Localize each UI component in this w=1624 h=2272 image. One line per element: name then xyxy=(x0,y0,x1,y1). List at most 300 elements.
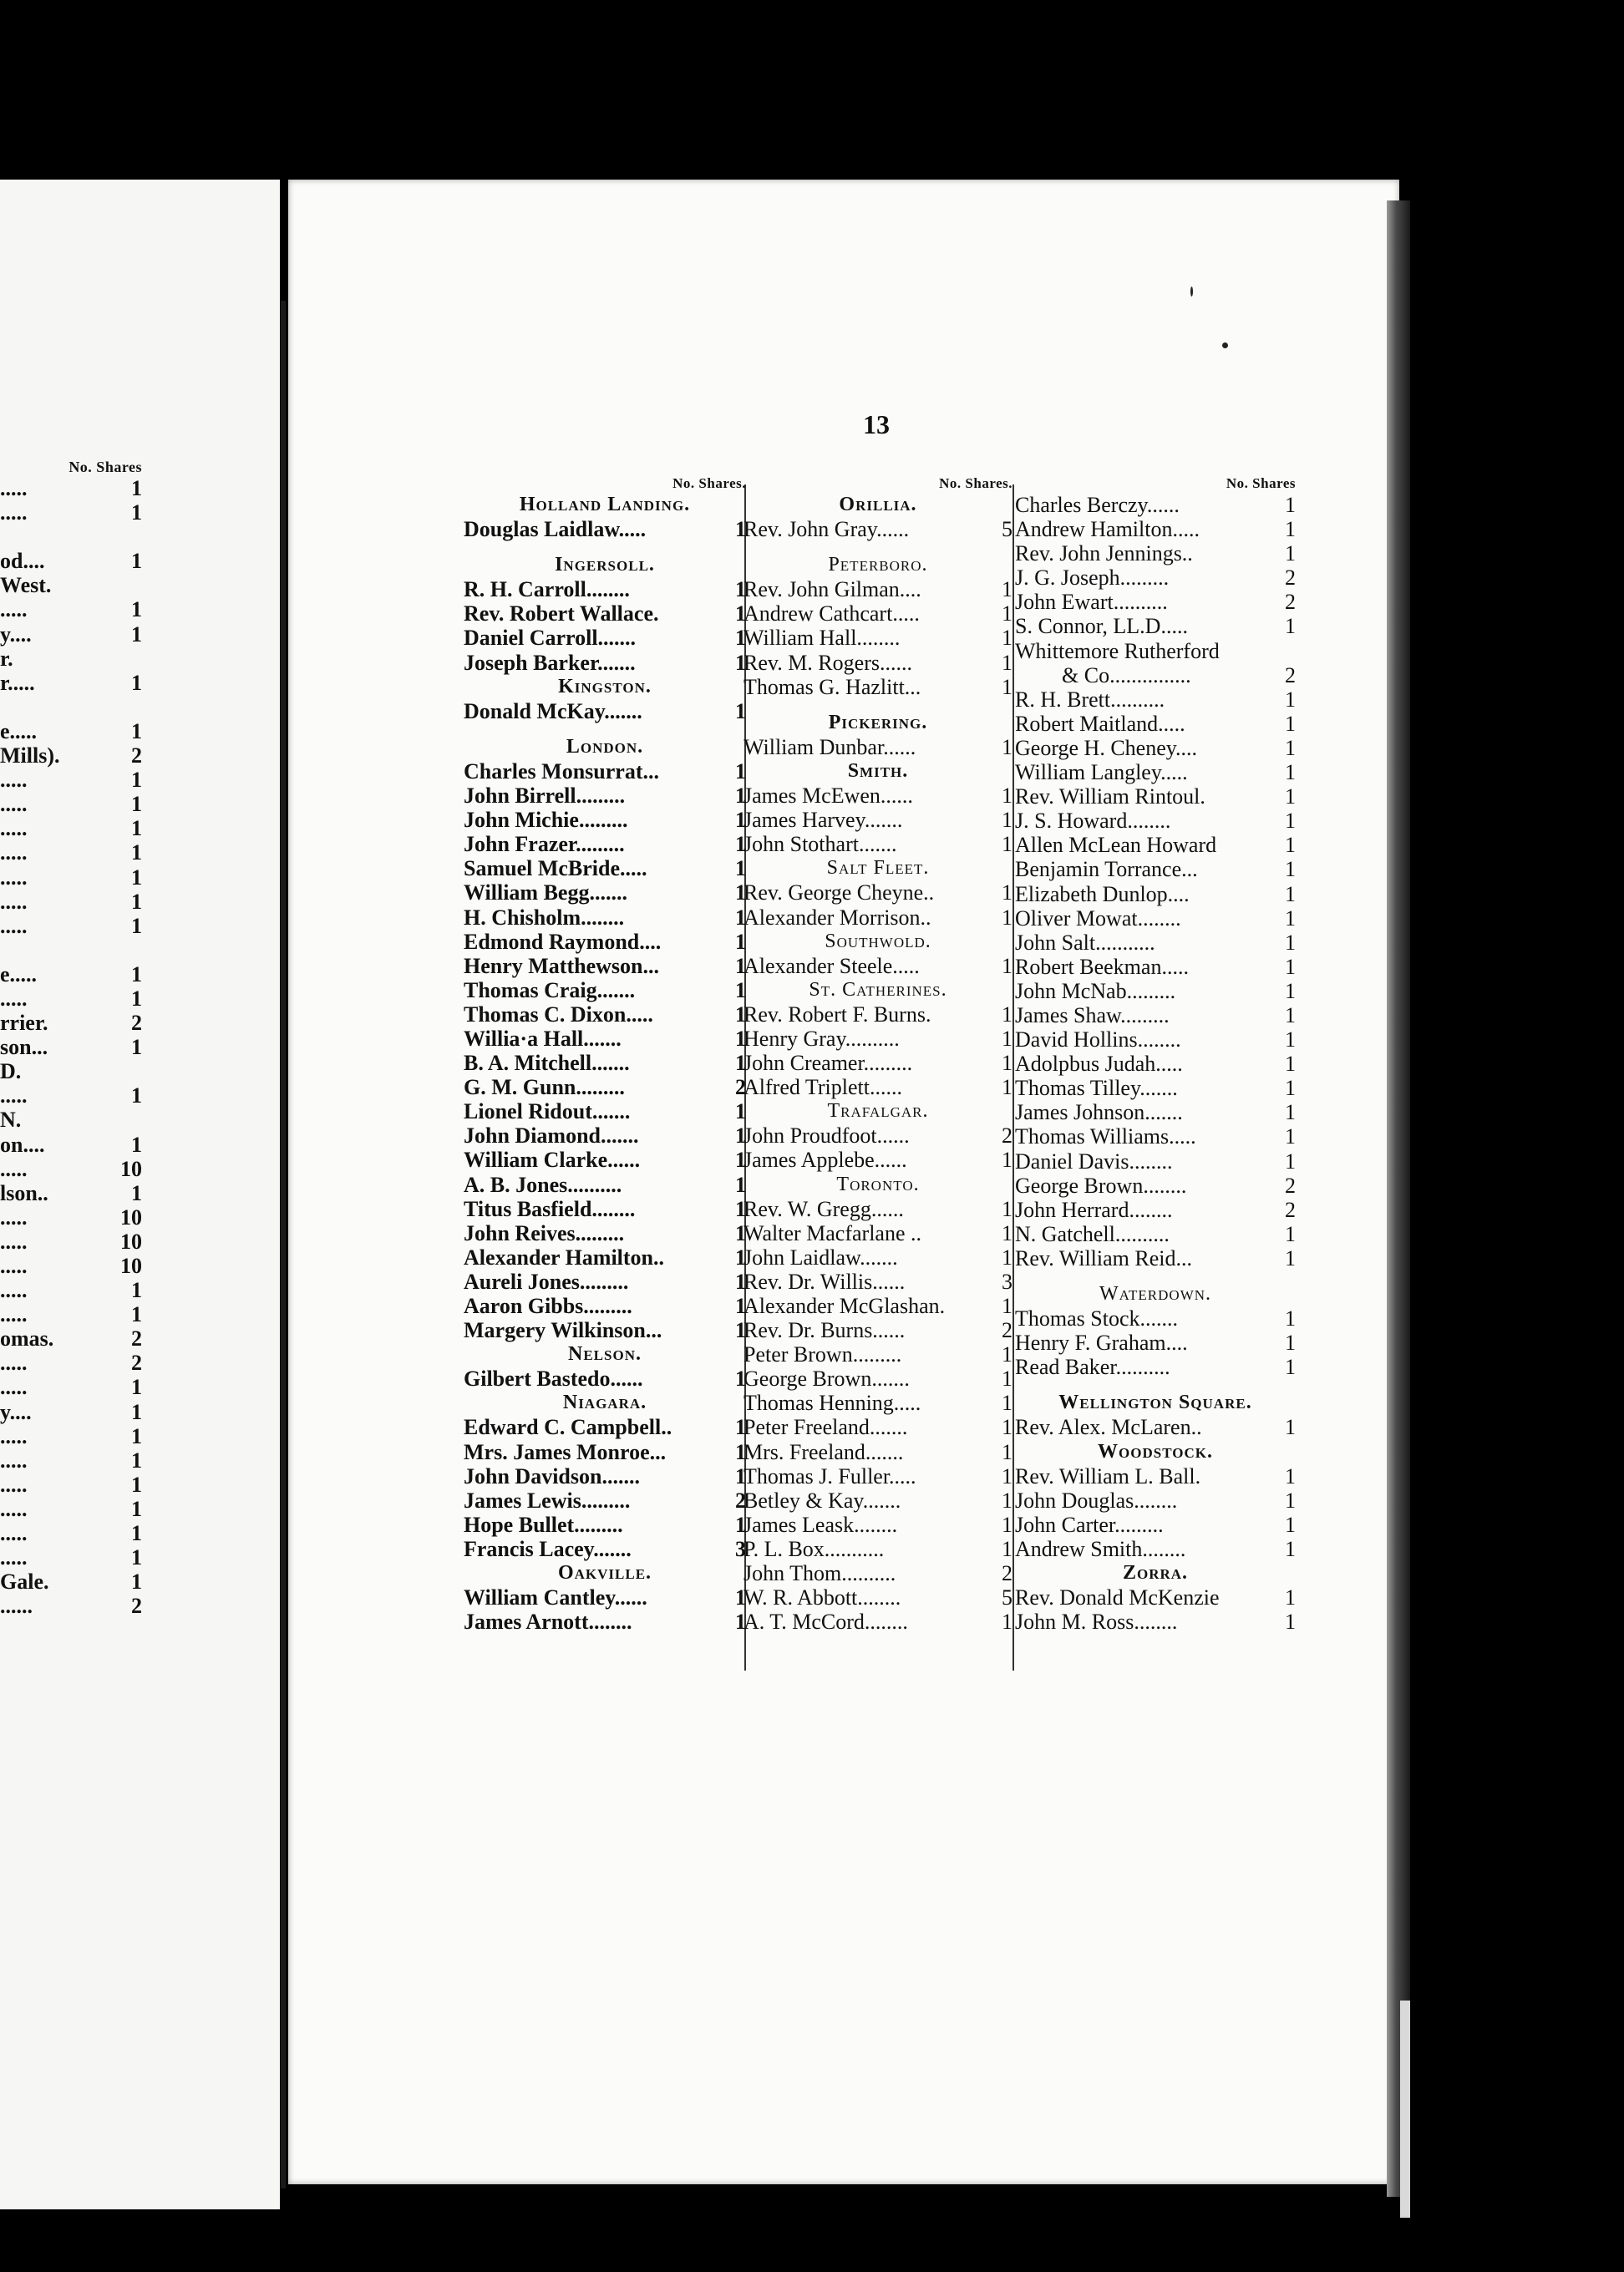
facing-page-text: e..... xyxy=(0,718,38,743)
shareholder-row xyxy=(1015,1464,1296,1488)
share-count: 1 xyxy=(735,1172,746,1197)
place-heading: St. Catherines. xyxy=(809,978,947,1001)
place-heading: Toronto. xyxy=(836,1173,920,1195)
facing-page-row xyxy=(0,914,142,938)
share-count: 1 xyxy=(735,1148,746,1173)
facing-page-count: 1 xyxy=(131,768,142,793)
share-count: 1 xyxy=(735,1269,746,1294)
shareholder-name: Thomas J. Fuller..... xyxy=(743,1463,916,1488)
share-count: 1 xyxy=(1285,1415,1296,1440)
shareholder-name: Aaron Gibbs......... xyxy=(464,1294,632,1318)
share-count: 1 xyxy=(1285,1306,1296,1331)
shareholder-name: Oliver Mowat........ xyxy=(1015,905,1181,931)
facing-page-text: ..... xyxy=(0,865,28,890)
facing-page-count: 1 xyxy=(131,840,142,865)
facing-page-text: Mills). xyxy=(0,743,60,768)
share-count: 1 xyxy=(735,1220,746,1245)
shareholder-name: Alexander Hamilton.. xyxy=(464,1245,665,1270)
share-count: 1 xyxy=(1285,735,1296,760)
share-count: 1 xyxy=(735,758,746,784)
facing-page-text: ..... xyxy=(0,1448,28,1473)
shareholder-name: Willia·a Hall....... xyxy=(464,1026,622,1051)
shareholder-name: Rev. Donald McKenzie xyxy=(1015,1585,1220,1610)
shareholder-row xyxy=(1015,931,1296,955)
share-count: 1 xyxy=(1285,1512,1296,1537)
shareholder-name: John Thom.......... xyxy=(743,1561,896,1586)
place-heading: Pickering. xyxy=(828,711,928,733)
shareholder-row xyxy=(743,1123,1012,1148)
shareholder-row xyxy=(1015,1585,1296,1610)
share-count: 1 xyxy=(1002,1415,1012,1440)
shareholder-row xyxy=(464,832,746,856)
shareholder-name: Rev. George Cheyne.. xyxy=(743,880,935,905)
share-count: 1 xyxy=(1285,1124,1296,1149)
share-count: 1 xyxy=(735,953,746,978)
shareholder-row xyxy=(464,1513,746,1537)
shareholder-name: James Johnson....... xyxy=(1015,1100,1183,1125)
shareholder-name: John Davidson....... xyxy=(464,1463,640,1488)
share-count: 1 xyxy=(1002,601,1012,626)
facing-page-text: ..... xyxy=(0,1521,28,1546)
facing-page-text: ..... xyxy=(0,1375,28,1400)
facing-page-row xyxy=(0,1302,142,1326)
shareholder-name: G. M. Gunn......... xyxy=(464,1075,625,1100)
shareholder-row xyxy=(464,1440,746,1464)
shareholder-name: Read Baker.......... xyxy=(1015,1355,1170,1380)
shareholder-name: Edmond Raymond.... xyxy=(464,929,662,954)
shareholder-name: Rev. William Reid... xyxy=(1015,1245,1192,1270)
facing-page-count: 1 xyxy=(131,621,142,647)
shareholder-row xyxy=(464,1367,746,1391)
facing-page-row xyxy=(0,962,142,986)
facing-page-text: ..... xyxy=(0,1083,28,1108)
shareholder-row xyxy=(1015,639,1296,663)
facing-page-count: 1 xyxy=(131,1399,142,1424)
shareholder-row xyxy=(464,1245,746,1270)
facing-page-text: ..... xyxy=(0,1229,28,1254)
facing-page-text: N. xyxy=(0,1108,22,1133)
share-count: 2 xyxy=(1285,590,1296,615)
shareholder-name: R. H. Brett.......... xyxy=(1015,687,1165,712)
shareholder-column-3 xyxy=(1015,474,1296,1634)
shareholder-name: George Brown........ xyxy=(1015,1173,1187,1198)
place-heading: Waterdown. xyxy=(1099,1283,1212,1305)
shareholder-row xyxy=(464,517,746,541)
shareholder-row xyxy=(464,601,746,626)
share-count: 1 xyxy=(1285,517,1296,542)
shareholder-row xyxy=(1015,1222,1296,1246)
place-heading: Woodstock. xyxy=(1098,1440,1213,1463)
shareholder-row xyxy=(743,1197,1012,1221)
share-count: 1 xyxy=(735,601,746,626)
shareholder-row xyxy=(464,577,746,601)
share-count: 2 xyxy=(735,1075,746,1100)
shareholder-name: Andrew Cathcart..... xyxy=(743,601,920,626)
shareholder-name: Rev. Dr. Willis...... xyxy=(743,1269,906,1294)
share-count: 2 xyxy=(1285,1173,1296,1198)
place-heading: Kingston. xyxy=(558,675,652,697)
share-count: 1 xyxy=(1002,1342,1012,1367)
facing-page-count: 1 xyxy=(131,1302,142,1327)
facing-page-count: 1 xyxy=(131,1448,142,1473)
shareholder-name: Robert Beekman..... xyxy=(1015,954,1189,979)
shareholder-name: Peter Brown......... xyxy=(743,1342,902,1367)
shareholder-row xyxy=(743,1391,1012,1415)
place-heading: Nelson. xyxy=(568,1343,642,1366)
facing-page-text: r..... xyxy=(0,670,35,695)
shareholder-row xyxy=(1015,833,1296,857)
shareholder-row xyxy=(1015,784,1296,809)
shareholder-name: Francis Lacey....... xyxy=(464,1536,632,1561)
facing-page-text: ..... xyxy=(0,1254,28,1278)
shareholder-name: Andrew Hamilton..... xyxy=(1015,517,1200,542)
facing-page-row xyxy=(0,938,142,962)
shareholder-name: Gilbert Bastedo...... xyxy=(464,1367,643,1392)
place-heading: Trafalgar. xyxy=(827,1100,929,1123)
shareholder-name: J. S. Howard........ xyxy=(1015,809,1171,834)
shareholder-row xyxy=(464,1148,746,1172)
facing-page-text: ..... xyxy=(0,913,28,938)
shareholder-row xyxy=(743,1464,1012,1488)
shareholder-row xyxy=(1015,906,1296,931)
share-count: 1 xyxy=(1002,1512,1012,1537)
shareholder-row xyxy=(1015,1513,1296,1537)
shareholder-row xyxy=(464,1027,746,1051)
place-heading: Niagara. xyxy=(562,1392,647,1414)
share-count: 1 xyxy=(1002,650,1012,675)
shareholder-row xyxy=(464,626,746,650)
shareholder-row xyxy=(464,1221,746,1245)
shareholder-row xyxy=(1015,1246,1296,1270)
page-edge-shadow xyxy=(1387,200,1410,2197)
shareholder-row xyxy=(743,1342,1012,1367)
facing-page-text: ..... xyxy=(0,889,28,914)
shareholder-row xyxy=(743,1561,1012,1585)
shareholder-name: Lionel Ridout....... xyxy=(464,1099,631,1124)
shareholder-row xyxy=(1015,1149,1296,1174)
share-count: 1 xyxy=(735,517,746,542)
share-count: 1 xyxy=(1002,1294,1012,1318)
shareholder-row xyxy=(1015,882,1296,906)
shareholder-row xyxy=(464,1123,746,1148)
share-count: 2 xyxy=(1285,662,1296,687)
share-count: 1 xyxy=(1002,784,1012,809)
shareholder-name: P. L. Box........... xyxy=(743,1536,885,1561)
share-count: 1 xyxy=(1285,1149,1296,1174)
shareholder-row xyxy=(464,1610,746,1634)
shareholder-name: John Carter......... xyxy=(1015,1512,1164,1537)
share-count: 1 xyxy=(735,808,746,833)
share-count: 1 xyxy=(1002,1610,1012,1635)
share-count: 1 xyxy=(1285,1076,1296,1101)
shareholder-row xyxy=(743,784,1012,808)
share-count: 1 xyxy=(735,905,746,930)
shareholder-row xyxy=(1015,517,1296,541)
shareholder-name: Whittemore Rutherford xyxy=(1015,638,1220,663)
shareholder-name: John M. Ross........ xyxy=(1015,1610,1178,1635)
facing-page-row xyxy=(0,719,142,743)
shares-column-header: No. Shares. xyxy=(672,475,746,491)
shareholder-name: S. Connor, LL.D..... xyxy=(1015,614,1188,639)
facing-page-text: od.... xyxy=(0,549,45,574)
facing-page-text: r. xyxy=(0,646,13,671)
share-count: 2 xyxy=(1002,1123,1012,1149)
facing-page-count: 1 xyxy=(131,961,142,986)
shareholder-name: Edward C. Campbell.. xyxy=(464,1415,672,1440)
shareholder-row xyxy=(743,880,1012,905)
shareholder-name: Elizabeth Dunlop.... xyxy=(1015,881,1190,906)
book-gutter xyxy=(281,301,286,2188)
share-count: 1 xyxy=(735,1123,746,1149)
facing-page-row xyxy=(0,695,142,719)
shareholder-row xyxy=(743,832,1012,856)
shareholder-name: George Brown....... xyxy=(743,1367,910,1392)
facing-page-text: ..... xyxy=(0,500,28,525)
shareholder-row xyxy=(743,1075,1012,1099)
shareholder-row xyxy=(464,1415,746,1439)
shareholder-name: Douglas Laidlaw..... xyxy=(464,517,647,542)
shareholder-name: Charles Berczy...... xyxy=(1015,493,1180,517)
facing-page-row xyxy=(0,1351,142,1375)
shareholder-name: & Co............... xyxy=(1062,662,1191,687)
shareholder-name: James Arnott........ xyxy=(464,1610,632,1635)
facing-page-count: 10 xyxy=(120,1204,142,1230)
share-count: 1 xyxy=(735,1196,746,1221)
facing-page-count: 1 xyxy=(131,792,142,817)
facing-page-row xyxy=(0,671,142,695)
shareholder-name: Henry Gray.......... xyxy=(743,1026,900,1051)
share-count: 1 xyxy=(1285,1585,1296,1610)
facing-page-row xyxy=(0,1497,142,1521)
section-gap xyxy=(464,723,746,735)
shareholder-row xyxy=(1015,955,1296,979)
shareholder-name: Adolpbus Judah..... xyxy=(1015,1052,1183,1077)
shareholder-name: Aureli Jones......... xyxy=(464,1269,629,1294)
share-count: 1 xyxy=(1285,614,1296,639)
shareholder-row xyxy=(743,954,1012,978)
shareholder-row xyxy=(743,1537,1012,1561)
shareholder-name: R. H. Carroll........ xyxy=(464,577,630,602)
facing-page-text: ..... xyxy=(0,1472,28,1497)
facing-page-text: lson.. xyxy=(0,1180,48,1205)
shareholder-row xyxy=(1015,1052,1296,1076)
shareholder-name: Samuel McBride..... xyxy=(464,856,647,881)
shareholder-row xyxy=(743,517,1012,541)
shareholder-name: Rev. John Jennings.. xyxy=(1015,541,1193,566)
shareholder-name: Alexander Morrison.. xyxy=(743,905,931,930)
facing-page-row xyxy=(0,500,142,525)
facing-page-text: y.... xyxy=(0,1399,32,1424)
shares-column-header: No. Shares xyxy=(1226,475,1296,491)
facing-page-count: 1 xyxy=(131,1132,142,1157)
share-count: 1 xyxy=(735,1415,746,1440)
facing-page-count: 1 xyxy=(131,549,142,574)
shareholder-name: John Reives......... xyxy=(464,1220,625,1245)
share-count: 1 xyxy=(1002,1196,1012,1221)
shareholder-name: James McEwen...... xyxy=(743,784,913,809)
shareholder-name: A. T. McCord........ xyxy=(743,1610,908,1635)
facing-page-row xyxy=(0,1157,142,1181)
facing-page-row xyxy=(0,1230,142,1254)
facing-page-row xyxy=(0,1108,142,1132)
share-count: 1 xyxy=(735,650,746,675)
shareholder-name: Walter Macfarlane .. xyxy=(743,1220,922,1245)
shareholder-name: John Ewart.......... xyxy=(1015,590,1168,615)
shareholder-column-2 xyxy=(743,474,1012,1634)
shareholder-name: William Hall........ xyxy=(743,626,901,651)
shareholder-name: Henry F. Graham.... xyxy=(1015,1331,1188,1356)
section-gap xyxy=(743,699,1012,711)
facing-page-header: No. Shares xyxy=(69,459,142,475)
facing-page-count: 1 xyxy=(131,889,142,914)
shareholder-row xyxy=(743,905,1012,930)
place-heading: Orillia. xyxy=(839,494,917,515)
facing-page-count: 1 xyxy=(131,718,142,743)
share-count: 1 xyxy=(1002,1148,1012,1173)
share-count: 1 xyxy=(1285,541,1296,566)
facing-page-text: ..... xyxy=(0,476,28,500)
shareholder-row xyxy=(464,784,746,808)
facing-page-row xyxy=(0,1424,142,1448)
share-count: 1 xyxy=(1002,1002,1012,1027)
share-count: 1 xyxy=(1002,905,1012,930)
share-count: 1 xyxy=(1285,687,1296,712)
shareholder-row xyxy=(464,651,746,675)
section-gap xyxy=(743,541,1012,553)
shareholder-row xyxy=(1015,663,1296,687)
speck-mark xyxy=(1222,342,1228,348)
shareholder-name: John Stothart....... xyxy=(743,832,897,857)
shareholder-name: Alexander McGlashan. xyxy=(743,1294,946,1318)
shareholder-name: John Douglas........ xyxy=(1015,1488,1178,1513)
shareholder-row xyxy=(743,1513,1012,1537)
shareholder-name: David Hollins........ xyxy=(1015,1027,1181,1052)
facing-page-count: 1 xyxy=(131,1496,142,1521)
share-count: 1 xyxy=(1002,626,1012,651)
shareholder-name: William Clarke...... xyxy=(464,1148,641,1173)
shareholder-row xyxy=(464,978,746,1002)
shareholder-row xyxy=(464,1294,746,1318)
shareholder-name: Thomas Williams..... xyxy=(1015,1124,1196,1149)
share-count: 1 xyxy=(1285,1221,1296,1246)
shareholder-name: Rev. William L. Ball. xyxy=(1015,1463,1201,1488)
share-count: 1 xyxy=(735,1294,746,1318)
shareholder-name: William Cantley...... xyxy=(464,1585,647,1610)
facing-page-row xyxy=(0,1254,142,1278)
shareholder-name: Thomas Craig....... xyxy=(464,977,636,1002)
facing-page-text: Gale. xyxy=(0,1570,49,1595)
shareholder-name: John McNab......... xyxy=(1015,978,1176,1003)
shareholder-name: Robert Maitland..... xyxy=(1015,711,1185,736)
shareholder-row xyxy=(464,905,746,930)
share-count: 1 xyxy=(1285,1355,1296,1380)
shareholder-row xyxy=(743,1270,1012,1294)
shareholder-row xyxy=(743,1027,1012,1051)
facing-page-text: ..... xyxy=(0,1496,28,1521)
shareholder-name: Hope Bullet......... xyxy=(464,1512,623,1537)
share-count: 1 xyxy=(735,1026,746,1051)
facing-page-count: 1 xyxy=(131,597,142,622)
shareholder-name: Rev. Dr. Burns...... xyxy=(743,1318,906,1343)
facing-page-row xyxy=(0,743,142,768)
shareholder-row xyxy=(743,1610,1012,1634)
share-count: 1 xyxy=(1285,1052,1296,1077)
shareholder-name: Alexander Steele..... xyxy=(743,953,920,978)
facing-page-row xyxy=(0,1400,142,1424)
shareholder-row xyxy=(464,1002,746,1027)
facing-page-count: 1 xyxy=(131,670,142,695)
shareholder-name: John Proudfoot...... xyxy=(743,1123,910,1149)
shareholder-row xyxy=(1015,590,1296,614)
share-count: 1 xyxy=(735,1367,746,1392)
facing-page-text: ..... xyxy=(0,1302,28,1327)
shareholder-row xyxy=(743,1245,1012,1270)
facing-page-text: ..... xyxy=(0,597,28,622)
column-rule-2 xyxy=(1012,484,1014,1671)
share-count: 1 xyxy=(1002,674,1012,699)
facing-page-row xyxy=(0,622,142,647)
facing-page-row xyxy=(0,1570,142,1594)
facing-page-row xyxy=(0,525,142,549)
share-count: 1 xyxy=(735,626,746,651)
shareholder-row xyxy=(743,577,1012,601)
share-count: 1 xyxy=(1285,760,1296,785)
facing-page-row xyxy=(0,816,142,840)
shareholder-row xyxy=(1015,760,1296,784)
shareholder-name: Margery Wilkinson... xyxy=(464,1318,662,1343)
facing-page-count: 10 xyxy=(120,1254,142,1278)
share-count: 1 xyxy=(1285,881,1296,906)
facing-page-count: 1 xyxy=(131,913,142,938)
shareholder-name: John Creamer......... xyxy=(743,1051,913,1076)
facing-page-row xyxy=(0,1133,142,1157)
shareholder-name: Peter Freeland....... xyxy=(743,1415,908,1440)
share-count: 1 xyxy=(735,856,746,881)
shareholder-row xyxy=(464,808,746,832)
facing-page-text: ..... xyxy=(0,1278,28,1303)
shareholder-name: Henry Matthewson... xyxy=(464,953,659,978)
share-count: 1 xyxy=(1285,1488,1296,1513)
facing-page-count: 1 xyxy=(131,816,142,841)
shareholder-name: James Applebe...... xyxy=(743,1148,907,1173)
shareholder-name: George H. Cheney.... xyxy=(1015,735,1198,760)
shareholder-row xyxy=(1015,1003,1296,1027)
shareholder-name: James Harvey....... xyxy=(743,808,903,833)
facing-page-count: 1 xyxy=(131,1472,142,1497)
shareholder-row xyxy=(1015,687,1296,712)
shareholder-name: W. R. Abbott........ xyxy=(743,1585,901,1610)
share-count: 1 xyxy=(1002,1051,1012,1076)
shareholder-row xyxy=(743,1318,1012,1342)
facing-page-row xyxy=(0,1083,142,1108)
facing-page-text: ..... xyxy=(0,816,28,841)
share-count: 1 xyxy=(735,577,746,602)
share-count: 1 xyxy=(1285,809,1296,834)
share-count: 1 xyxy=(1285,857,1296,882)
shareholder-row xyxy=(464,1488,746,1513)
shareholder-row xyxy=(743,735,1012,759)
facing-page-count: 1 xyxy=(131,1545,142,1570)
shareholder-name: H. Chisholm........ xyxy=(464,905,625,930)
shareholder-name: Thomas Henning..... xyxy=(743,1391,921,1416)
share-count: 1 xyxy=(1285,833,1296,858)
shareholder-row xyxy=(464,1099,746,1123)
share-count: 1 xyxy=(1285,905,1296,931)
shareholder-name: Thomas G. Hazlitt... xyxy=(743,674,921,699)
facing-page-count: 1 xyxy=(131,476,142,500)
facing-page-fragment-column xyxy=(0,458,142,1618)
facing-page-count: 1 xyxy=(131,1375,142,1400)
